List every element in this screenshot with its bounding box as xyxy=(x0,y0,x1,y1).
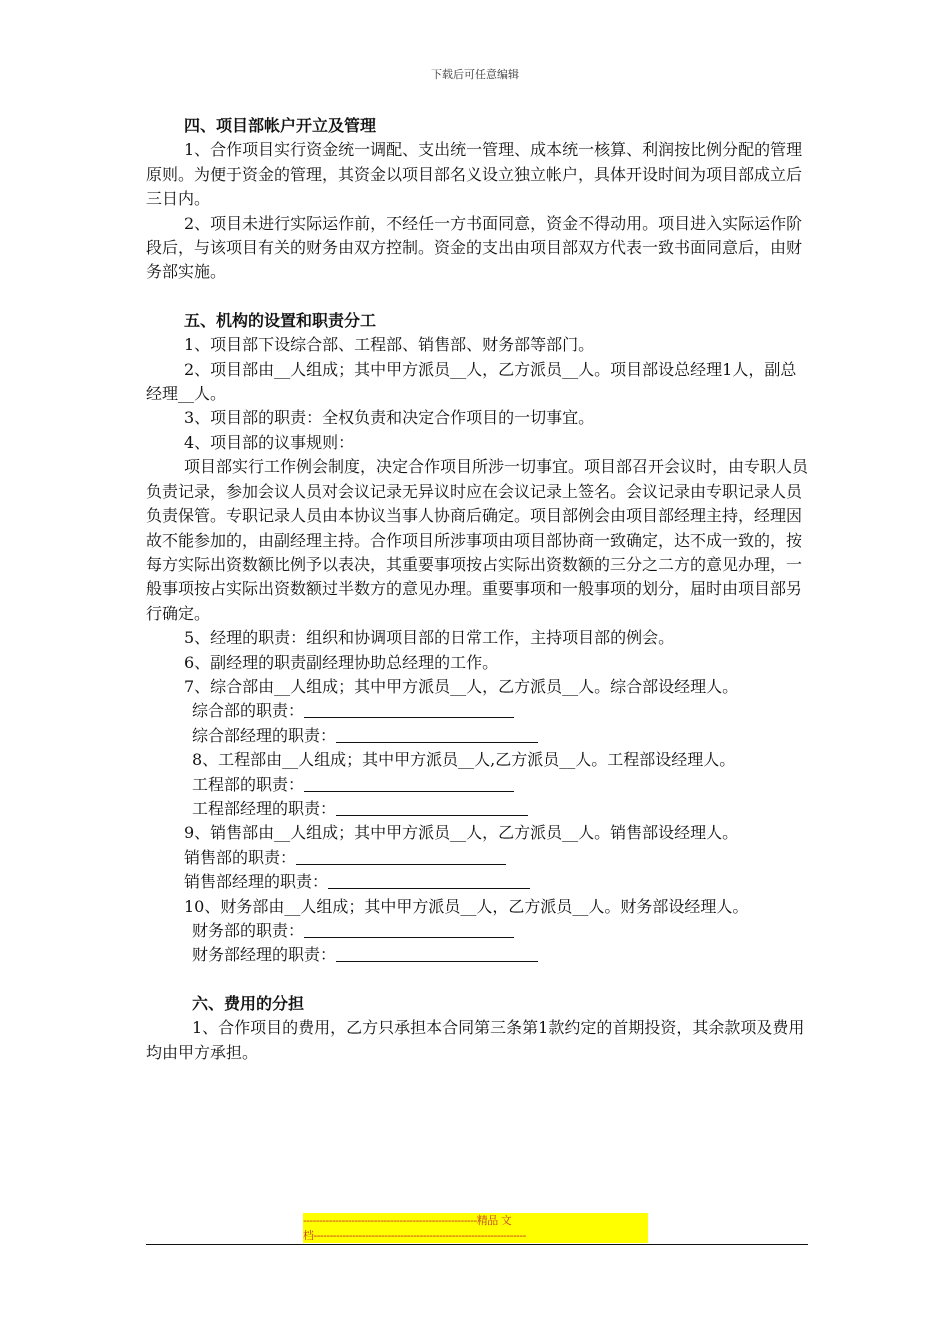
general-dept-duty-blank[interactable] xyxy=(304,701,514,718)
finance-manager-duty-blank[interactable] xyxy=(336,945,538,962)
sales-manager-duty-line xyxy=(146,870,808,894)
engineering-duty-label: 工程部的职责： xyxy=(192,774,305,794)
engineering-manager-duty-label: 工程部经理的职责： xyxy=(192,798,337,818)
spacer xyxy=(146,285,808,309)
section-5-para-2: 2、项目部由__人组成；其中甲方派员__人，乙方派员__人。项目部设总经理1人，副总经理__人。 xyxy=(146,359,797,404)
general-manager-duty-line xyxy=(146,724,808,748)
finance-duty-label: 财务部的职责： xyxy=(192,921,305,940)
general-manager-duty-label: 综合部经理的职责： xyxy=(192,725,337,745)
engineering-manager-duty-blank[interactable] xyxy=(336,799,528,816)
section-5-para-3: 3、项目部的职责：全权负责和决定合作项目的一切事宜。 xyxy=(184,408,595,428)
section-5-title: 五、机构的设置和职责分工 xyxy=(184,310,377,330)
engineering-duty-line xyxy=(146,773,808,797)
finance-manager-duty-line xyxy=(146,943,808,967)
section-5-para-4: 4、项目部的议事规则： xyxy=(184,432,355,452)
finance-duty-blank[interactable] xyxy=(304,921,514,938)
section-4-title: 四、项目部帐户开立及管理 xyxy=(184,116,377,135)
sales-manager-duty-label: 销售部经理的职责： xyxy=(184,872,329,892)
general-dept-duty-line xyxy=(146,699,808,723)
spacer xyxy=(146,968,808,992)
document-body xyxy=(146,114,808,1065)
footer-rule xyxy=(146,1244,808,1245)
section-4-para-2: 2、项目未进行实际运作前，不经任一方书面同意，资金不得动用。项目进入实际运作阶段后，与该项目有关的财务由双方控制。资金的支出由项目部双方代表一致书面同意后，由财务部实施。 xyxy=(146,213,803,282)
section-5-para-5: 5、经理的职责：组织和协调项目部的日常工作，主持项目部的例会。 xyxy=(184,628,675,648)
sales-duty-blank[interactable] xyxy=(296,848,506,865)
sales-duty-label: 销售部的职责： xyxy=(184,847,297,867)
section-5-para-8: 8、工程部由__人组成；其中甲方派员__人,乙方派员__人。工程部设经理人。 xyxy=(192,750,736,770)
section-5-para-7: 7、综合部由__人组成；其中甲方派员__人，乙方派员__人。综合部设经理人。 xyxy=(184,676,739,696)
section-5-para-4-body: 项目部实行工作例会制度，决定合作项目所涉一切事宜。项目部召开会议时，由专职人员负责记录，参加会议人员对会议记录无异议时应在会议记录上签名。会议记录由专职记录人员负责保管。专职记录人员由本协议当事人协商后确定。项目部例会由项目部经理主持，经理因故不能参加的，由副经理主持。合作项目所涉事项由项目部协商一致确定，达不成一致的，按每方实际出资数额比例予以表决，其重要事项按占实际出资数额的三分之二方的意见办理，一般事项按占实际出资数额过半数方的意见办理。重要事项和一般事项的划分，届时由项目部另行确定。 xyxy=(146,457,809,623)
section-5-para-6: 6、副经理的职责副经理协助总经理的工作。 xyxy=(184,652,499,672)
finance-duty-line xyxy=(146,919,808,943)
footer-watermark-line-1: ------------------------------------------------------精品 文 xyxy=(303,1213,648,1228)
general-dept-duty-label: 综合部的职责： xyxy=(192,701,305,721)
section-5-para-1: 1、项目部下设综合部、工程部、销售部、财务部等部门。 xyxy=(184,335,595,355)
footer-watermark-line-2: 档------------------------------------------------------------------ xyxy=(303,1228,648,1243)
section-5-para-9: 9、销售部由__人组成；其中甲方派员__人，乙方派员__人。销售部设经理人。 xyxy=(184,823,739,843)
page-header: 下载后可任意编辑 xyxy=(431,68,519,81)
general-manager-duty-blank[interactable] xyxy=(336,726,538,743)
engineering-duty-blank[interactable] xyxy=(304,775,514,792)
sales-manager-duty-blank[interactable] xyxy=(328,872,530,889)
engineering-manager-duty-line xyxy=(146,797,808,821)
section-6-title: 六、费用的分担 xyxy=(192,993,305,1013)
section-6-para-1: 1、合作项目的费用，乙方只承担本合同第三条第1款约定的首期投资，其余款项及费用均由甲方承担。 xyxy=(146,1018,805,1062)
finance-manager-duty-label: 财务部经理的职责： xyxy=(192,945,337,965)
section-5-para-10: 10、财务部由__人组成；其中甲方派员__人，乙方派员__人。财务部设经理人。 xyxy=(184,896,749,916)
section-4-para-1: 1、合作项目实行资金统一调配、支出统一管理、成本统一核算、利润按比例分配的管理原则。为便于资金的管理，其资金以项目部名义设立独立帐户，具体开设时间为项目部成立后三日内。 xyxy=(146,140,803,209)
sales-duty-line xyxy=(146,846,808,870)
